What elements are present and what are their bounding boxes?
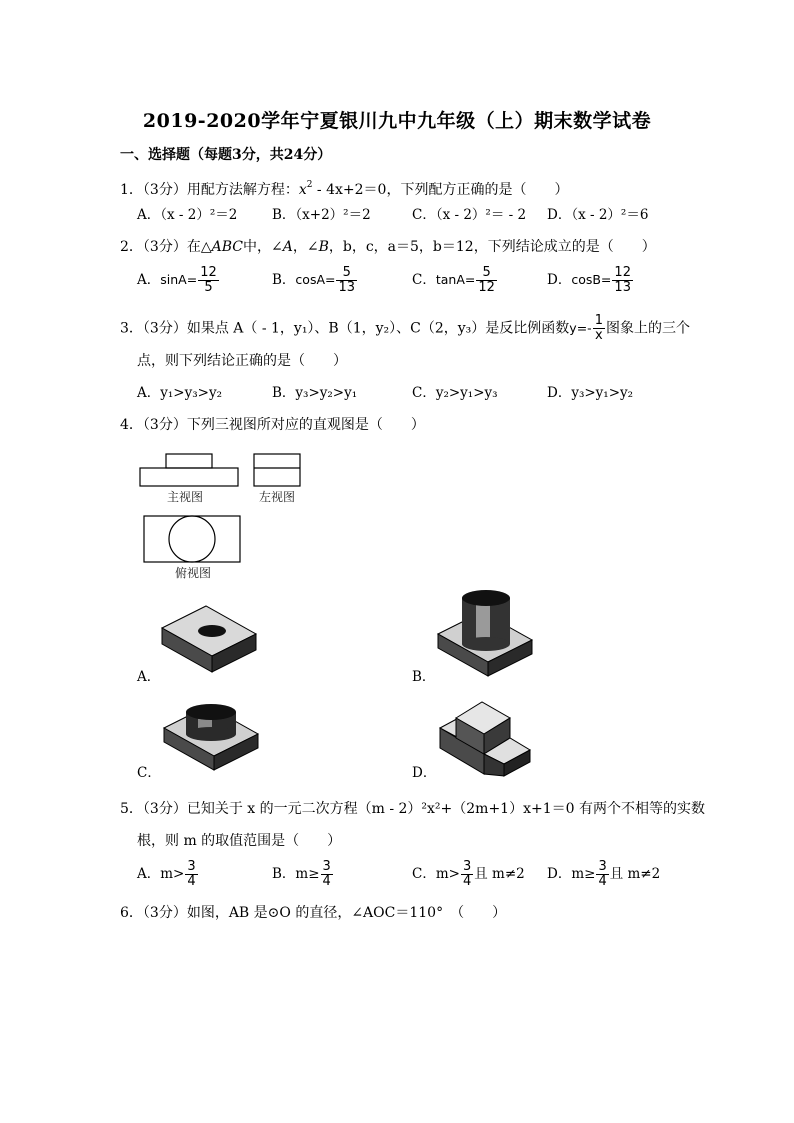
question-5-stem: 5．（3分）已知关于 x 的一元二次方程（m - 2）²x²+（2m+1）x+1＝0 有两个不相等的实数 <box>120 801 705 817</box>
question-3-option-a[interactable]: A．y₁>y₃>y₂ <box>137 385 222 401</box>
top-view-caption: 俯视图 <box>175 566 212 580</box>
question-3-option-d[interactable]: D．y₃>y₁>y₂ <box>547 385 634 401</box>
option-b-solid-figure <box>436 588 536 678</box>
page-title: 2019-2020学年宁夏银川九中九年级（上）期末数学试卷 <box>142 110 652 132</box>
question-4-option-d[interactable]: D． <box>412 765 437 781</box>
three-view-drawings <box>138 452 308 582</box>
option-a-solid-figure <box>160 604 260 674</box>
question-5-option-d[interactable]: D．m≥ $\frac{3}{4}$ 且 m≠2 <box>547 859 661 889</box>
front-view-figure <box>140 454 238 486</box>
question-2-stem: 2．（3分）在△ABC中，∠A，∠B，b，c，a＝5，b＝12，下列结论成立的是（ ） <box>120 239 656 255</box>
option-d-solid-figure <box>438 698 538 778</box>
option-c-solid-figure <box>162 702 262 772</box>
question-3-stem-line2: 点，则下列结论正确的是（ ） <box>137 353 347 369</box>
question-3-stem: 3．（3分）如果点 A（ - 1，y₁）、B（1，y₂）、C（2，y₃）是反比例函数y=- $\frac{1}{x}$ 图象上的三个 <box>120 313 690 343</box>
question-2-option-a[interactable]: A．sinA= $\frac{12}{5}$ <box>137 265 217 295</box>
question-4-option-c[interactable]: C． <box>137 765 161 781</box>
question-5-stem-line2: 根，则 m 的取值范围是（ ） <box>137 833 342 849</box>
left-view-caption: 左视图 <box>259 490 296 504</box>
question-4-option-a[interactable]: A． <box>137 669 161 685</box>
question-1-stem: 1．（3分）用配方法解方程：$x^2 - 4x+2=0$，下列配方正确的是（ ） <box>120 180 569 198</box>
question-2-option-d[interactable]: D．cosB= $\frac{12}{13}$ <box>547 265 631 295</box>
question-1-option-b[interactable]: B．（x+2）²＝2 <box>272 207 371 223</box>
question-5-option-a[interactable]: A．m> $\frac{3}{4}$ <box>137 859 196 889</box>
question-4-stem: 4．（3分）下列三视图所对应的直观图是（ ） <box>120 417 425 433</box>
top-view-figure <box>144 516 240 562</box>
question-6-stem: 6．（3分）如图，AB 是⊙O 的直径，∠AOC＝110° （ ） <box>120 905 507 921</box>
question-1-option-d[interactable]: D．（x - 2）²＝6 <box>547 207 649 223</box>
question-2-option-c[interactable]: C．tanA= $\frac{5}{12}$ <box>412 265 495 295</box>
question-1-option-a[interactable]: A．（x - 2）²＝2 <box>137 207 238 223</box>
question-4-option-b[interactable]: B． <box>412 669 436 685</box>
front-view-caption: 主视图 <box>167 490 204 504</box>
question-3-option-c[interactable]: C．y₂>y₁>y₃ <box>412 385 498 401</box>
section-heading-choice: 一、选择题（每题3分，共24分） <box>120 147 332 163</box>
question-5-option-c[interactable]: C．m> $\frac{3}{4}$ 且 m≠2 <box>412 859 525 889</box>
question-2-option-b[interactable]: B．cosA= $\frac{5}{13}$ <box>272 265 356 295</box>
question-5-option-b[interactable]: B．m≥ $\frac{3}{4}$ <box>272 859 331 889</box>
left-view-figure <box>254 454 300 486</box>
question-3-option-b[interactable]: B．y₃>y₂>y₁ <box>272 385 358 401</box>
question-1-option-c[interactable]: C．（x - 2）²＝ - 2 <box>412 207 527 223</box>
